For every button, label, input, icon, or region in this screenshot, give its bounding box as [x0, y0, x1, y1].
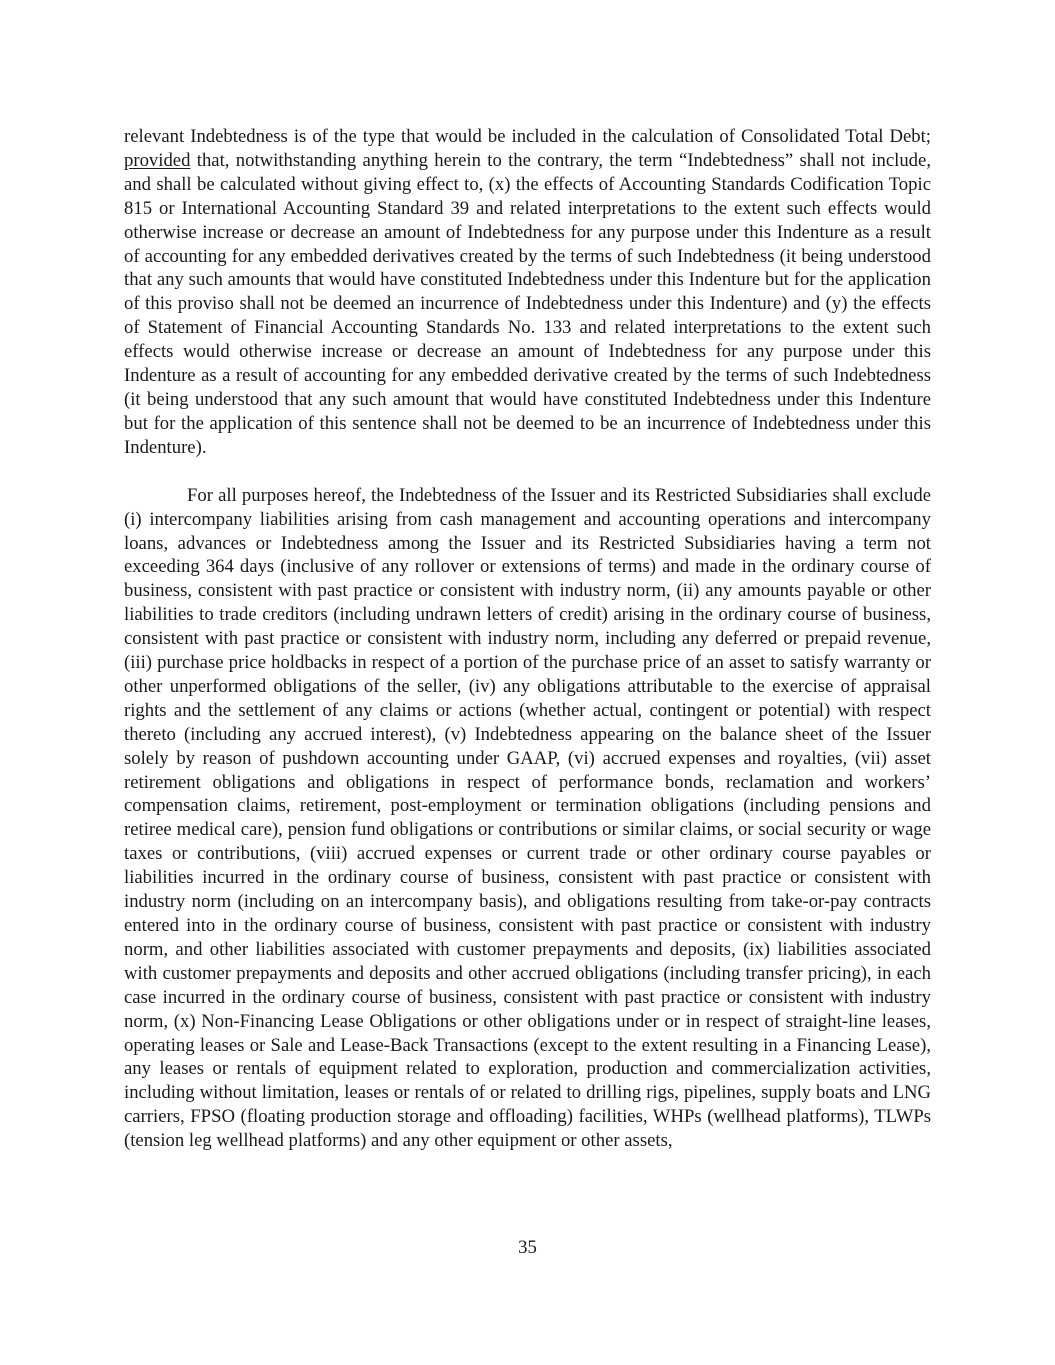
paragraph-1-text-b: that, notwithstanding anything herein to the contrary, the term “Indebtedness” shall not include, and shall be calculated without giving effect to, (x) the effects of Accounting Standards Codification Topic 815 or International Accounting Standard 39 and related interpretations to the extent such effects would otherwise increase or decrease an amount of Indebtedness for any purpose under this Indenture as a result of accounting for any embedded derivatives created by the terms of such Indebtedness (it being understood that any such amounts that would have constituted Indebtedness under this Indenture but for the application of this proviso shall not be deemed an incurrence of Indebtedness under this Indenture) and (y) the effects of Statement of Financial Accounting Standards No. 133 and related interpretations to the extent such effects would otherwise increase or decrease an amount of Indebtedness for any purpose under this Indenture as a result of accounting for any embedded derivative created by the terms of such Indebtedness (it being understood that any such amount that would have constituted Indebtedness under this Indenture but for the application of this sentence shall not be deemed to be an incurrence of Indebtedness under this Indenture). [124, 149, 931, 458]
paragraph-1-text-a: relevant Indebtedness is of the type that would be included in the calculation of Consolidated Total Debt; [124, 126, 931, 147]
paragraph-indebtedness-definition-continued [124, 125, 931, 460]
document-body [124, 125, 931, 1153]
paragraph-indebtedness-exclusions: For all purposes hereof, the Indebtedness of the Issuer and its Restricted Subsidiaries shall exclude (i) intercompany liabilities arising from cash management and accounting operations and intercompany loans, advances or Indebtedness among the Issuer and its Restricted Subsidiaries having a term not exceeding 364 days (inclusive of any rollover or extensions of terms) and made in the ordinary course of business, consistent with past practice or consistent with industry norm, (ii) any amounts payable or other liabilities to trade creditors (including undrawn letters of credit) arising in the ordinary course of business, consistent with past practice or consistent with industry norm, including any deferred or prepaid revenue, (iii) purchase price holdbacks in respect of a portion of the purchase price of an asset to satisfy warranty or other unperformed obligations of the seller, (iv) any obligations attributable to the exercise of appraisal rights and the settlement of any claims or actions (whether actual, contingent or potential) with respect thereto (including any accrued interest), (v) Indebtedness appearing on the balance sheet of the Issuer solely by reason of pushdown accounting under GAAP, (vi) accrued expenses and royalties, (vii) asset retirement obligations and obligations in respect of performance bonds, reclamation and workers’ compensation claims, retirement, post-employment or termination obligations (including pensions and retiree medical care), pension fund obligations or contributions or similar claims, or social security or wage taxes or contributions, (viii) accrued expenses or current trade or other ordinary course payables or liabilities incurred in the ordinary course of business, consistent with past practice or consistent with industry norm (including on an intercompany basis), and obligations resulting from take-or-pay contracts entered into in the ordinary course of business, consistent with past practice or consistent with industry norm, and other liabilities associated with customer prepayments and deposits, (ix) liabilities associated with customer prepayments and deposits and other accrued obligations (including transfer pricing), in each case incurred in the ordinary course of business, consistent with past practice or consistent with industry norm, (x) Non-Financing Lease Obligations or other obligations under or in respect of straight-line leases, operating leases or Sale and Lease-Back Transactions (except to the extent resulting in a Financing Lease), any leases or rentals of equipment related to exploration, production and commercialization activities, including without limitation, leases or rentals of or related to drilling rigs, pipelines, supply boats and LNG carriers, FPSO (floating production storage and offloading) facilities, WHPs (wellhead platforms), TLWPs (tension leg wellhead platforms) and any other equipment or other assets, [124, 484, 931, 1152]
provided-term: provided [124, 149, 191, 171]
page-number: 35 [518, 1237, 537, 1258]
